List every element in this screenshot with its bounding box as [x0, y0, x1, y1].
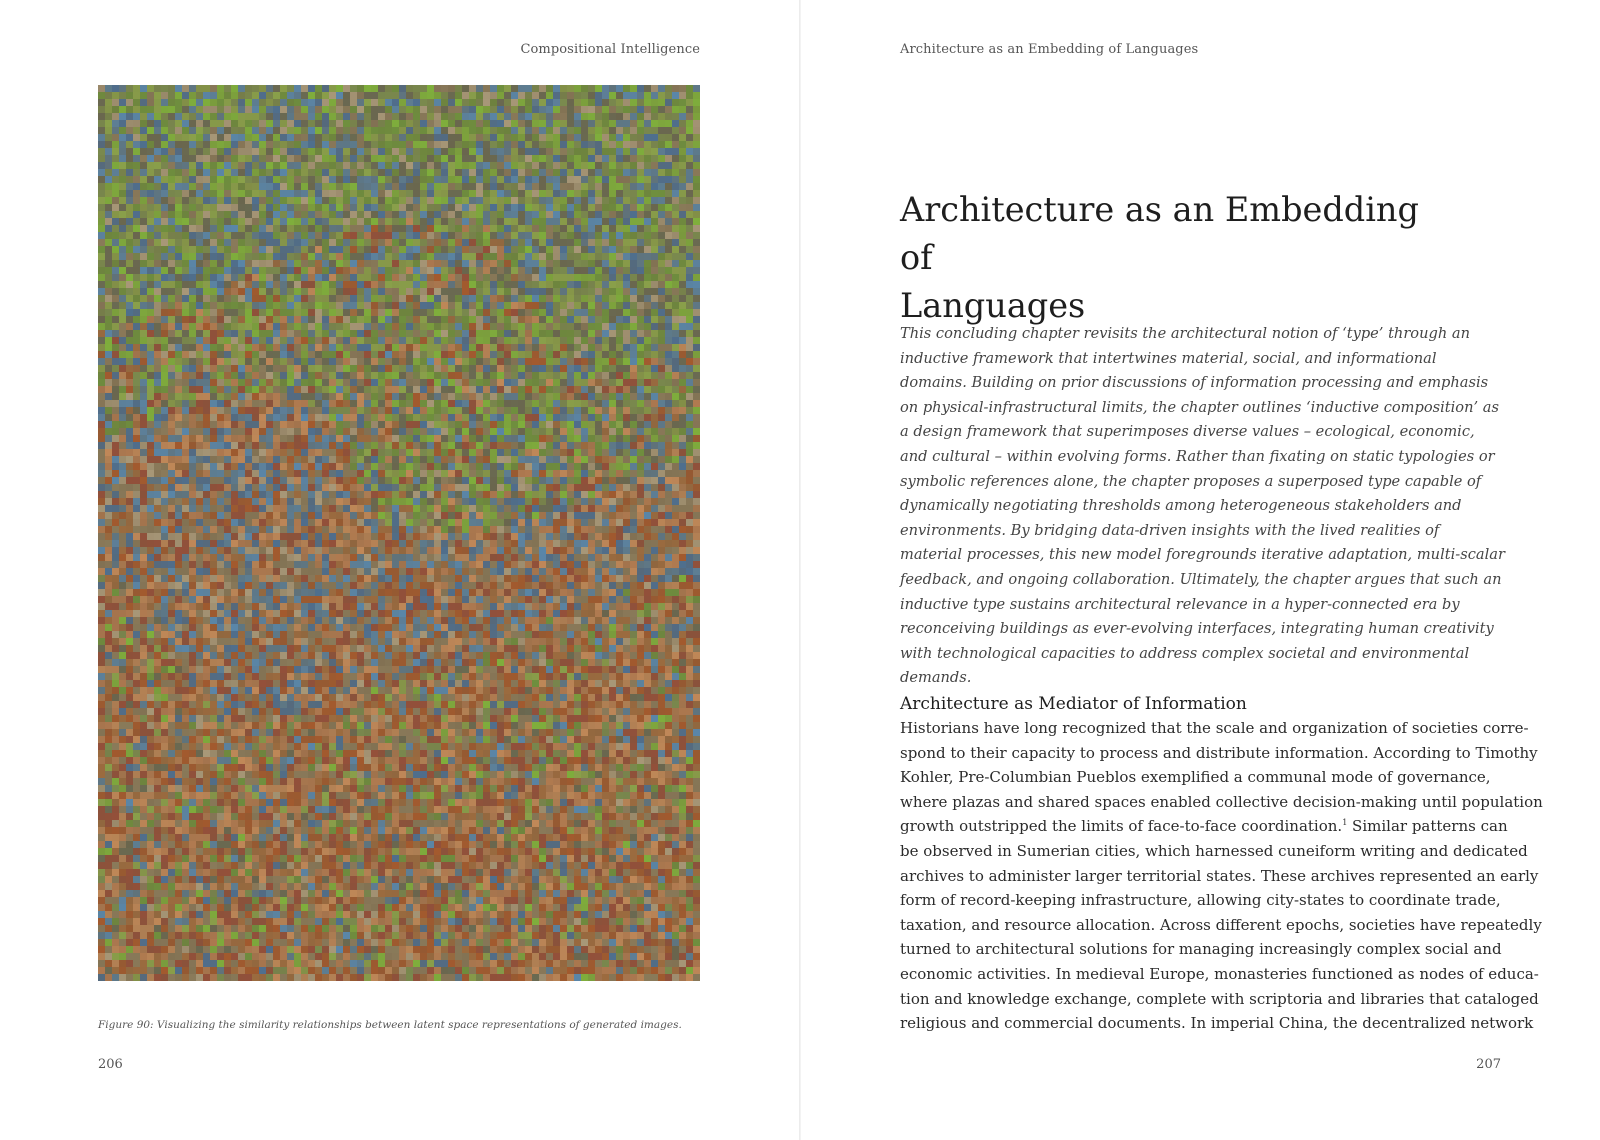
body-line: archives to administer larger territorial states. These archives represented an early: [900, 866, 1539, 885]
body-line: Historians have long recognized that the scale and organization of societies corre-: [900, 719, 1529, 737]
latent-space-mosaic-image: [98, 85, 700, 981]
body-line-with-footnote: [900, 814, 1510, 839]
body-line: tion and knowledge exchange, complete with scriptoria and libraries that cataloged: [900, 989, 1539, 1008]
left-page-number: 206: [98, 1057, 123, 1072]
body-text: [900, 716, 1543, 1036]
right-page-number: 207: [1476, 1057, 1501, 1072]
left-page: [0, 0, 799, 1140]
right-page: [801, 0, 1600, 1140]
chapter-abstract: This concluding chapter revisits the architectural notion of ‘type’ through an inductive framework that intertwines material, social, and informational domains. Building on prior discussions of information processing and emphasis on physical-infrastructural limits, the chapter outlines ‘inductive composition’ as a design framework that superimposes diverse values – ecological, economic, and cultural – within evolving forms. Rather than fixating on static typologies or symbolic references alone, the chapter proposes a superposed type capable of dynamically negotiating thresholds among heterogeneous stakeholders and environments. By bridging data-driven insights with the lived realities of material processes, this new model foregrounds iterative adaptation, multi-scalar feedback, and ongoing collaboration. Ultimately, the chapter argues that such an inductive type sustains architectural relevance in a hyper-connected era by reconceiving buildings as ever-evolving interfaces, integrating human creativity with technological capacities to address complex societal and environmental demands.: [900, 325, 1505, 687]
chapter-title-line: Architecture as an Embedding of: [900, 190, 1419, 277]
body-line: religious and commercial documents. In imperial China, the decentralized network: [900, 1014, 1534, 1033]
section-heading: Architecture as Mediator of Information: [900, 694, 1247, 714]
body-line-text: Similar patterns can: [1347, 817, 1508, 836]
chapter-title-line: Languages: [900, 286, 1086, 325]
body-line: turned to architectural solutions for managing increasingly complex social and: [900, 940, 1502, 959]
body-line: spond to their capacity to process and distribute information. According to Timothy: [900, 743, 1538, 762]
body-line-text: growth outstripped the limits of face-to-face coordination.: [900, 817, 1343, 836]
figure-mosaic: [98, 85, 700, 981]
body-line: form of record-keeping infrastructure, allowing city-states to coordinate trade,: [900, 891, 1501, 910]
body-line: economic activities. In medieval Europe, monasteries functioned as nodes of educa-: [900, 964, 1539, 983]
body-line: be observed in Sumerian cities, which harnessed cuneiform writing and dedicated: [900, 841, 1528, 860]
chapter-title: [900, 186, 1460, 330]
body-line: taxation, and resource allocation. Across different epochs, societies have repeatedly: [900, 915, 1542, 934]
right-running-head: Architecture as an Embedding of Languages: [900, 42, 1199, 57]
footnote-reference[interactable]: 1: [1342, 818, 1348, 828]
figure-caption: Figure 90: Visualizing the similarity relationships between latent space representations of generated images.: [98, 1019, 682, 1031]
body-line: Kohler, Pre-Columbian Pueblos exemplified a communal mode of governance,: [900, 768, 1491, 787]
body-line: where plazas and shared spaces enabled collective decision-making until population: [900, 792, 1543, 811]
left-running-head: Compositional Intelligence: [520, 42, 700, 57]
